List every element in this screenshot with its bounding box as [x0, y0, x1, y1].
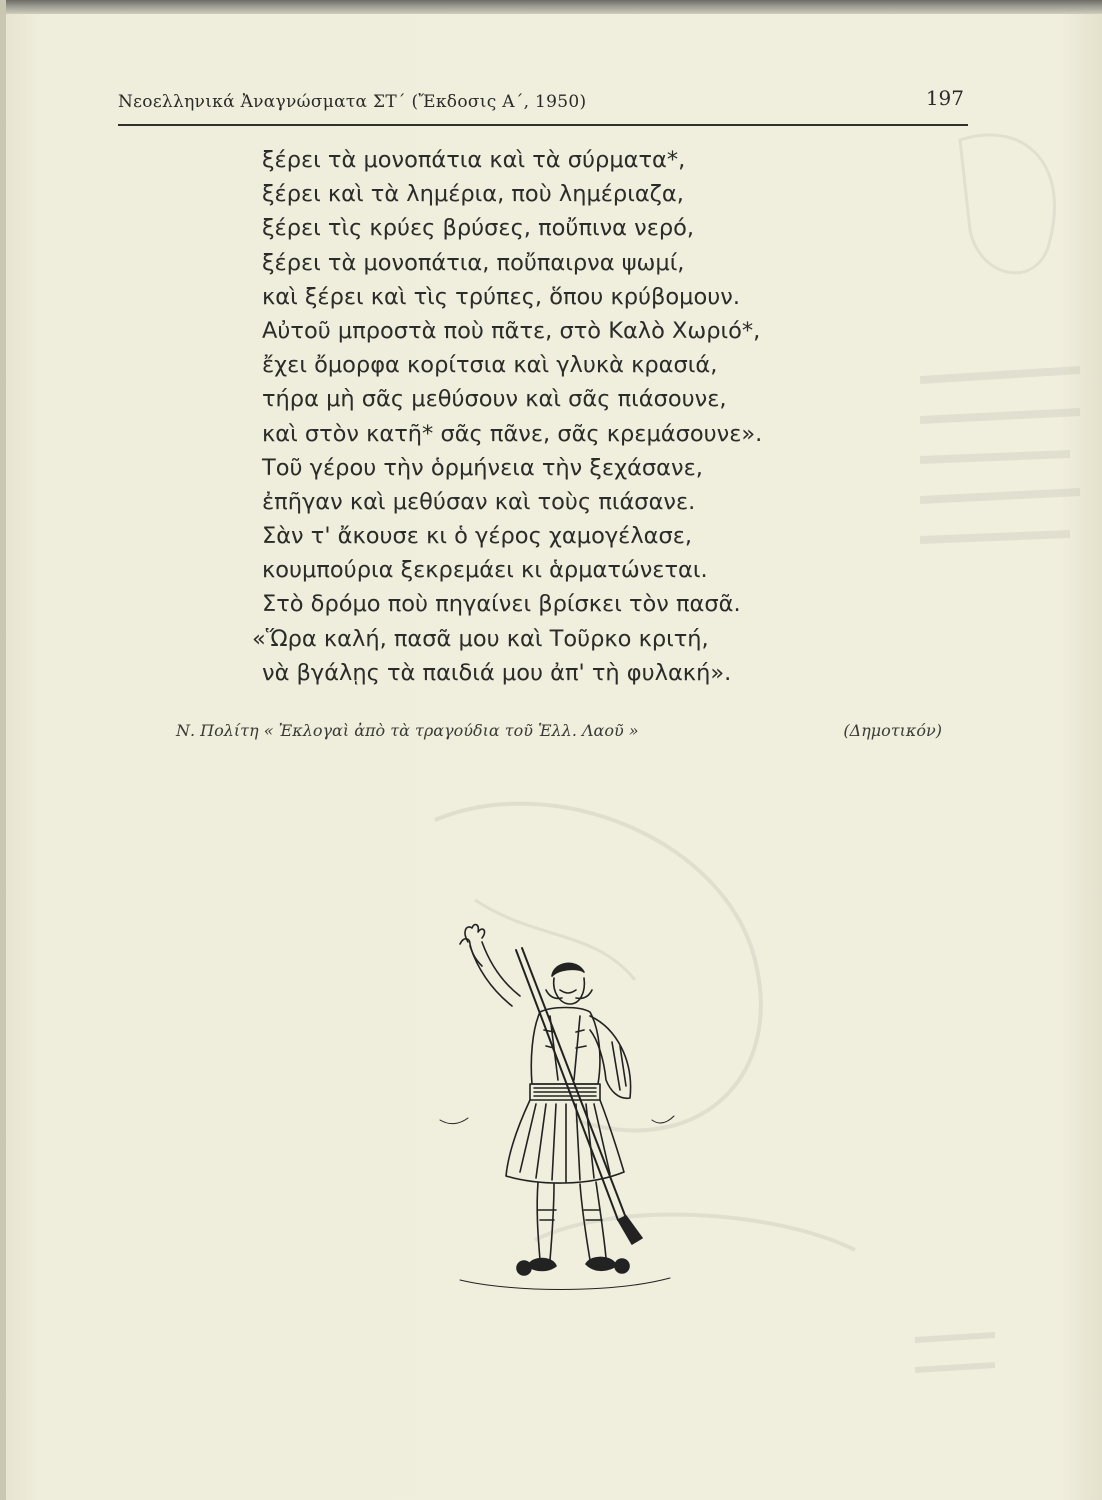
poem-line: Σὰν τ' ἄκουσε κι ὁ γέρος χαμογέλασε, — [262, 523, 693, 550]
poem-line: τήρα μὴ σᾶς μεθύσουν καὶ σᾶς πιάσουνε, — [262, 386, 727, 413]
poem-line: νὰ βγάλῃς τὰ παιδιά μου ἀπ' τὴ φυλακή». — [262, 659, 732, 686]
poem-line: ἔχει ὄμορφα κορίτσια καὶ γλυκὰ κρασιά, — [262, 352, 718, 379]
poem-line: Στὸ δρόμο ποὺ πηγαίνει βρίσκει τὸν πασᾶ. — [262, 591, 741, 618]
scan-top-edge — [0, 0, 1102, 14]
poem-line: ξέρει καὶ τὰ λημέρια, ποὺ λημέριαζα, — [262, 181, 684, 208]
poem-line: καὶ στὸν κατῆ* σᾶς πᾶνε, σᾶς κρεμάσουνε». — [262, 420, 763, 447]
poem-line: ξέρει τὰ μονοπάτια, ποὔπαιρνα ψωμί, — [262, 249, 685, 276]
genre-label: (Δημοτικόν) — [843, 721, 942, 740]
poem-line: ξέρει τὰ μονοπάτια καὶ τὰ σύρματα*, — [262, 147, 686, 173]
poem-line: ἐπῆγαν καὶ μεθύσαν καὶ τοὺς πιάσανε. — [262, 488, 696, 515]
poem-line: καὶ ξέρει καὶ τὶς τρύπες, ὅπου κρύβομουν. — [262, 283, 740, 310]
poem-line: «Ὥρα καλή, πασᾶ μου καὶ Τοῦρκο κριτή, — [252, 625, 709, 652]
poem-line: κουμπούρια ξεκρεμάει κι ἁρματώνεται. — [262, 557, 708, 584]
scan-left-edge — [0, 0, 6, 1500]
poem-line: Τοῦ γέρου τὴν ὁρμήνεια τὴν ξεχάσανε, — [262, 454, 703, 481]
page-number: 197 — [925, 86, 964, 110]
running-header — [118, 86, 968, 126]
klepht-figure-drawing-icon — [420, 920, 700, 1300]
show-through-decoration — [900, 120, 1100, 700]
poem-line: ξέρει τὶς κρύες βρύσες, ποὔπινα νερό, — [262, 215, 695, 242]
poem-text — [252, 143, 902, 690]
source-citation: Ν. Πολίτη « Ἐκλογαὶ ἀπὸ τὰ τραγούδια τοῦ Ἑλλ. Λαοῦ » — [176, 721, 639, 740]
source-attribution — [176, 721, 956, 747]
poem-line: Αὐτοῦ μπροστὰ ποὺ πᾶτε, στὸ Καλὸ Χωριό*, — [262, 317, 761, 344]
book-title: Νεοελληνικά Ἀναγνώσματα ΣΤ΄ (Ἔκδοσις Α΄, 1950) — [118, 92, 587, 112]
